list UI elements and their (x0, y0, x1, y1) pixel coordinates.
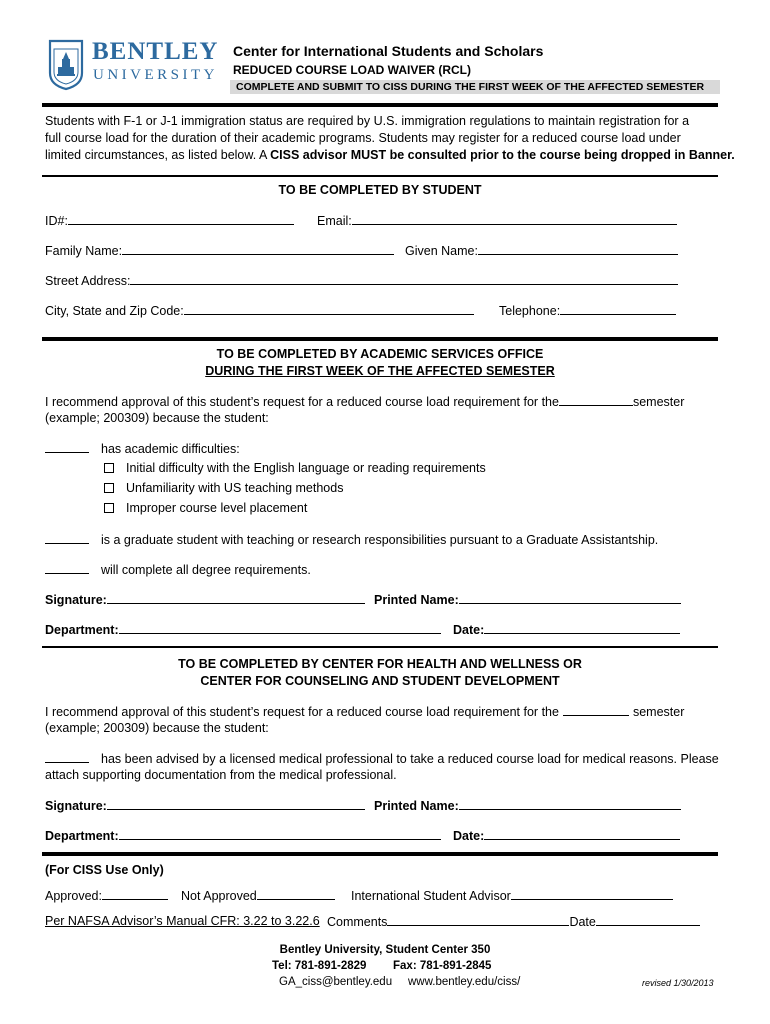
health-printed-row (374, 798, 681, 813)
footer-tel: Tel: 781-891-2829 (272, 960, 367, 972)
divider (42, 103, 718, 107)
city-label: City, State and Zip Code: (45, 304, 184, 318)
ciss-nafsa-row (45, 914, 320, 928)
academic-department-field[interactable] (119, 622, 441, 634)
id-field[interactable] (68, 213, 294, 225)
divider (42, 852, 718, 856)
id-label: ID#: (45, 214, 68, 228)
academic-date-field[interactable] (484, 622, 680, 634)
health-printed-name-field[interactable] (459, 798, 681, 810)
english-label: Initial difficulty with the English language or reading requirements (126, 461, 486, 475)
placement-label: Improper course level placement (126, 501, 308, 515)
comments-date-field[interactable] (596, 914, 700, 926)
complete-check-field[interactable] (45, 562, 89, 574)
nafsa-reference: Per NAFSA Advisor’s Manual CFR: 3.22 to 3.22.6 (45, 914, 320, 928)
academic-subheading: DURING THE FIRST WEEK OF THE AFFECTED SEMESTER (205, 364, 555, 378)
sub-option-placement (104, 501, 307, 515)
academic-department-row (45, 622, 441, 637)
english-checkbox[interactable] (104, 463, 114, 473)
health-date-row (453, 828, 680, 843)
academic-option-complete (45, 562, 311, 577)
difficulties-label: has academic difficulties: (101, 442, 240, 456)
health-semester-label: semester (632, 705, 685, 719)
academic-signature-field[interactable] (107, 592, 365, 604)
department-label: Department: (45, 623, 119, 637)
student-heading: TO BE COMPLETED BY STUDENT (278, 183, 482, 197)
health-recommend-line-2: (example; 200309) because the student: (45, 721, 269, 735)
given-name-field[interactable] (478, 243, 678, 255)
family-name-label: Family Name: (45, 244, 123, 258)
academic-option-difficulties (45, 441, 240, 456)
ciss-advisor-row (351, 888, 673, 903)
intro-line-3 (45, 148, 735, 162)
comments-field[interactable] (387, 914, 569, 926)
difficulties-check-field[interactable] (45, 441, 89, 453)
academic-semester-field[interactable] (559, 394, 633, 406)
street-field[interactable] (130, 273, 678, 285)
date-label: Date: (453, 623, 485, 637)
given-name-label: Given Name: (405, 244, 478, 258)
student-row-phone (499, 303, 676, 318)
logo-subtitle: UNIVERSITY (93, 67, 218, 83)
graduate-label: is a graduate student with teaching or research responsibilities pursuant to a Graduate Assistantship. (101, 533, 659, 547)
not-approved-field[interactable] (257, 888, 335, 900)
health-signature-row (45, 798, 365, 813)
street-label: Street Address: (45, 274, 131, 288)
footer-fax: Fax: 781-891-2845 (393, 960, 492, 972)
printed-name-label: Printed Name: (374, 799, 459, 813)
academic-signature-row (45, 592, 365, 607)
university-seal-icon (48, 39, 84, 91)
not-approved-label: Not Approved (181, 889, 257, 903)
comments-date-label: Date (569, 915, 596, 929)
intro-line-2: full course load for the duration of their academic programs. Students may register for a reduced course load under (45, 131, 681, 145)
academic-printed-name-field[interactable] (459, 592, 681, 604)
footer-website[interactable]: www.bentley.edu/ciss/ (408, 976, 521, 988)
form-title: REDUCED COURSE LOAD WAIVER (RCL) (233, 63, 472, 77)
academic-heading: TO BE COMPLETED BY ACADEMIC SERVICES OFFICE (216, 347, 544, 361)
comments-label: Comments (327, 915, 388, 929)
advisor-label: International Student Advisor (351, 889, 511, 903)
health-option-medical-cont: attach supporting documentation from the medical professional. (45, 768, 397, 782)
student-row-given (405, 243, 678, 258)
signature-label: Signature: (45, 593, 107, 607)
health-department-field[interactable] (119, 828, 441, 840)
divider (42, 337, 718, 341)
date-label: Date: (453, 829, 485, 843)
intro-warning: CISS advisor MUST be consulted prior to the course being dropped in Banner. (270, 148, 735, 162)
footer-address: Bentley University, Student Center 350 (279, 944, 491, 956)
academic-recommend-line-1 (45, 394, 684, 409)
intro-line-3-text: limited circumstances, as listed below. A (45, 148, 271, 162)
ciss-heading: (For CISS Use Only) (45, 863, 164, 877)
department-label: Department: (45, 829, 119, 843)
advisor-field[interactable] (511, 888, 673, 900)
placement-checkbox[interactable] (104, 503, 114, 513)
family-name-field[interactable] (122, 243, 394, 255)
intro-line-1: Students with F-1 or J-1 immigration status are required by U.S. immigration regulations to maintain registration for a (45, 114, 690, 128)
health-heading: TO BE COMPLETED BY CENTER FOR HEALTH AND WELLNESS OR (178, 657, 582, 671)
approved-label: Approved: (45, 889, 102, 903)
health-recommend-text: I recommend approval of this student’s request for a reduced course load requirement for the (45, 705, 559, 719)
sub-option-english (104, 461, 486, 475)
email-field[interactable] (352, 213, 677, 225)
student-row-street (45, 273, 678, 288)
student-row-email (317, 213, 677, 228)
revision-date: revised 1/30/2013 (642, 978, 714, 988)
ciss-not-approved-row (181, 888, 335, 903)
telephone-label: Telephone: (499, 304, 561, 318)
divider (42, 175, 718, 177)
teaching-methods-label: Unfamiliarity with US teaching methods (126, 481, 344, 495)
academic-recommend-text: I recommend approval of this student’s request for a reduced course load requirement for the (45, 395, 559, 409)
printed-name-label: Printed Name: (374, 593, 459, 607)
submission-banner: COMPLETE AND SUBMIT TO CISS DURING THE FIRST WEEK OF THE AFFECTED SEMESTER (230, 80, 720, 94)
health-recommend-line-1 (45, 704, 684, 719)
health-semester-field[interactable] (563, 704, 629, 716)
city-field[interactable] (184, 303, 474, 315)
signature-label: Signature: (45, 799, 107, 813)
telephone-field[interactable] (560, 303, 676, 315)
health-subheading: CENTER FOR COUNSELING AND STUDENT DEVELOPMENT (200, 674, 560, 688)
complete-label: will complete all degree requirements. (101, 563, 311, 577)
academic-recommend-line-2: (example; 200309) because the student: (45, 411, 269, 425)
student-row-id (45, 213, 294, 228)
divider (42, 646, 718, 648)
approved-field[interactable] (102, 888, 168, 900)
academic-printed-row (374, 592, 681, 607)
student-row-city (45, 303, 474, 318)
health-option-medical (45, 751, 719, 766)
page-title: Center for International Students and Scholars (233, 43, 544, 59)
sub-option-teaching (104, 481, 343, 495)
teaching-methods-checkbox[interactable] (104, 483, 114, 493)
academic-date-row (453, 622, 680, 637)
ciss-approved-row (45, 888, 168, 903)
medical-check-field[interactable] (45, 751, 89, 763)
health-date-field[interactable] (484, 828, 680, 840)
student-row-family (45, 243, 394, 258)
academic-option-graduate (45, 532, 658, 547)
logo-name: BENTLEY (92, 38, 219, 65)
academic-semester-label: semester (632, 395, 685, 409)
health-signature-field[interactable] (107, 798, 365, 810)
footer-email[interactable]: GA_ciss@bentley.edu (279, 976, 393, 988)
logo (48, 36, 223, 94)
ciss-comments-row (327, 914, 700, 929)
medical-label: has been advised by a licensed medical professional to take a reduced course load for medical reasons. Please (101, 752, 719, 766)
graduate-check-field[interactable] (45, 532, 89, 544)
email-label: Email: (317, 214, 352, 228)
health-department-row (45, 828, 441, 843)
